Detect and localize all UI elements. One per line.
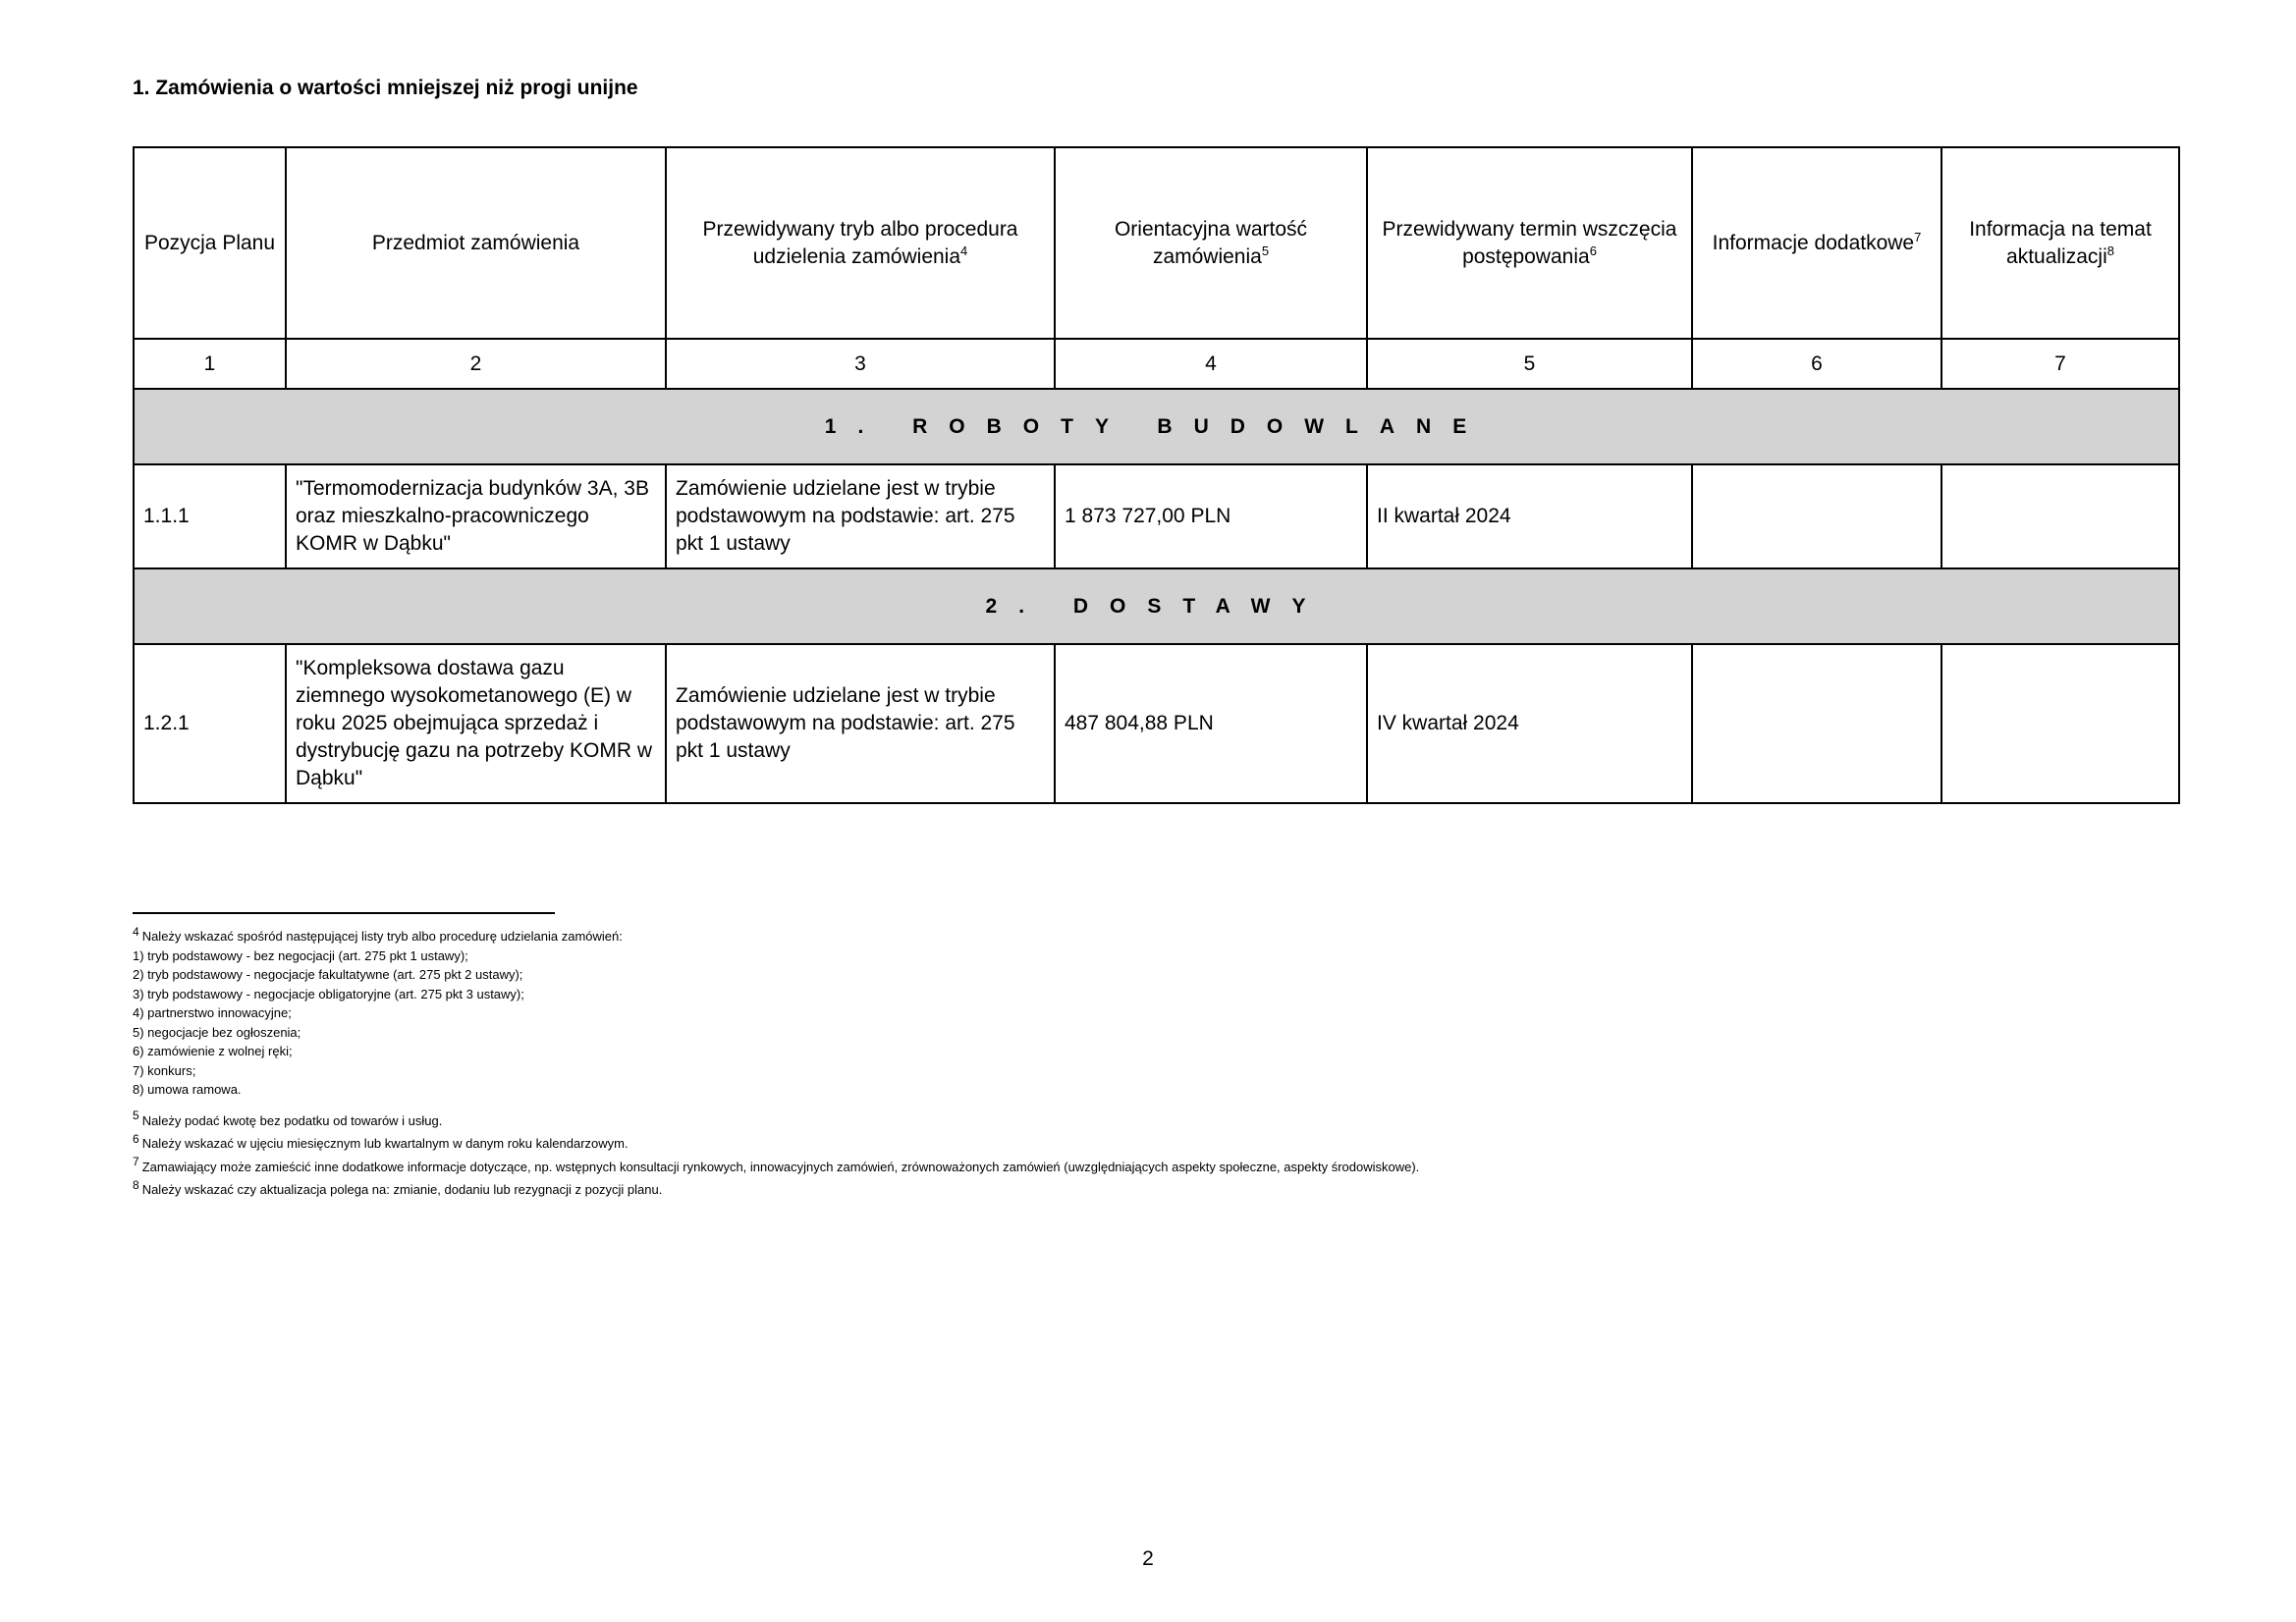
column-number: 3	[666, 339, 1055, 389]
column-number: 1	[134, 339, 286, 389]
cell-position: 1.2.1	[134, 644, 286, 803]
footnote-separator	[133, 912, 555, 914]
cell-update-info	[1941, 464, 2179, 568]
cell-procedure: Zamówienie udzielane jest w trybie podstawowym na podstawie: art. 275 pkt 1 ustawy	[666, 464, 1055, 568]
header-procedure: Przewidywany tryb albo procedura udzielenia zamówienia$^4$	[666, 147, 1055, 339]
footnote-4-item: 3) tryb podstawowy - negocjacje obligatoryjne (art. 275 pkt 3 ustawy);	[133, 986, 524, 1001]
footnote-4-item: 4) partnerstwo innowacyjne;	[133, 1005, 292, 1020]
footnote-4-item: 7) konkurs;	[133, 1062, 196, 1078]
cell-position: 1.1.1	[134, 464, 286, 568]
footnote-7: 7 Zamawiający może zamieścić inne dodatkowe informacje dotyczące, np. wstępnych konsultacji rynkowych, innowacyjnych zamówień, zrównoważonych zamówień (uwzględniających aspekty społeczne, aspekty środowiskowe).	[133, 1155, 1420, 1174]
page-number: 2	[1142, 1547, 1154, 1570]
category-label: 2. DOSTAWY	[134, 568, 2179, 644]
header-additional-info: Informacje dodatkowe$^7$	[1692, 147, 1941, 339]
column-number-row	[134, 339, 2179, 389]
footnote-4-item: 1) tryb podstawowy - bez negocjacji (art. 275 pkt 1 ustawy);	[133, 947, 468, 963]
footnote-8: 8 Należy wskazać czy aktualizacja polega na: zmianie, dodaniu lub rezygnacji z pozycji planu.	[133, 1177, 663, 1197]
section-heading: 1. Zamówienia o wartości mniejszej niż progi unijne	[133, 77, 638, 99]
table-row	[134, 644, 2179, 803]
footnotes	[133, 924, 1420, 1200]
category-label: 1. ROBOTY BUDOWLANE	[134, 389, 2179, 464]
category-row-construction	[134, 389, 2179, 464]
footnote-4-item: 5) negocjacje bez ogłoszenia;	[133, 1024, 301, 1040]
procurement-plan-table	[133, 146, 2180, 804]
cell-term: IV kwartał 2024	[1367, 644, 1692, 803]
cell-value: 1 873 727,00 PLN	[1055, 464, 1367, 568]
column-number: 5	[1367, 339, 1692, 389]
cell-procedure: Zamówienie udzielane jest w trybie podstawowym na podstawie: art. 275 pkt 1 ustawy	[666, 644, 1055, 803]
cell-additional-info	[1692, 464, 1941, 568]
column-number: 7	[1941, 339, 2179, 389]
footnote-4-item: 2) tryb podstawowy - negocjacje fakultatywne (art. 275 pkt 2 ustawy);	[133, 967, 523, 982]
cell-update-info	[1941, 644, 2179, 803]
header-position: Pozycja Planu	[134, 147, 286, 339]
footnote-4-item: 8) umowa ramowa.	[133, 1082, 242, 1097]
footnote-4	[133, 924, 1419, 1100]
footnote-4-item: 6) zamówienie z wolnej ręki;	[133, 1044, 293, 1058]
footnote-6: 6 Należy wskazać w ujęciu miesięcznym lub kwartalnym w danym roku kalendarzowym.	[133, 1131, 629, 1151]
column-number: 6	[1692, 339, 1941, 389]
cell-term: II kwartał 2024	[1367, 464, 1692, 568]
column-number: 2	[286, 339, 666, 389]
header-row	[134, 147, 2179, 339]
cell-subject: "Kompleksowa dostawa gazu ziemnego wysokometanowego (E) w roku 2025 obejmująca sprzedaż i dystrybucję gazu na potrzeby KOMR w Dąbku"	[286, 644, 666, 803]
footnote-5: 5 Należy podać kwotę bez podatku od towarów i usług.	[133, 1108, 443, 1128]
cell-subject: "Termomodernizacja budynków 3A, 3B oraz mieszkalno-pracowniczego KOMR w Dąbku"	[286, 464, 666, 568]
header-update-info: Informacja na temat aktualizacji$^8$	[1941, 147, 2179, 339]
header-term: Przewidywany termin wszczęcia postępowania$^6$	[1367, 147, 1692, 339]
header-value: Orientacyjna wartość zamówienia$^5$	[1055, 147, 1367, 339]
footnote-4-intro: 4 Należy wskazać spośród następującej listy tryb albo procedurę udzielania zamówień:	[133, 924, 623, 944]
header-subject: Przedmiot zamówienia	[286, 147, 666, 339]
column-number: 4	[1055, 339, 1367, 389]
table-row	[134, 464, 2179, 568]
cell-additional-info	[1692, 644, 1941, 803]
cell-value: 487 804,88 PLN	[1055, 644, 1367, 803]
category-row-supplies	[134, 568, 2179, 644]
